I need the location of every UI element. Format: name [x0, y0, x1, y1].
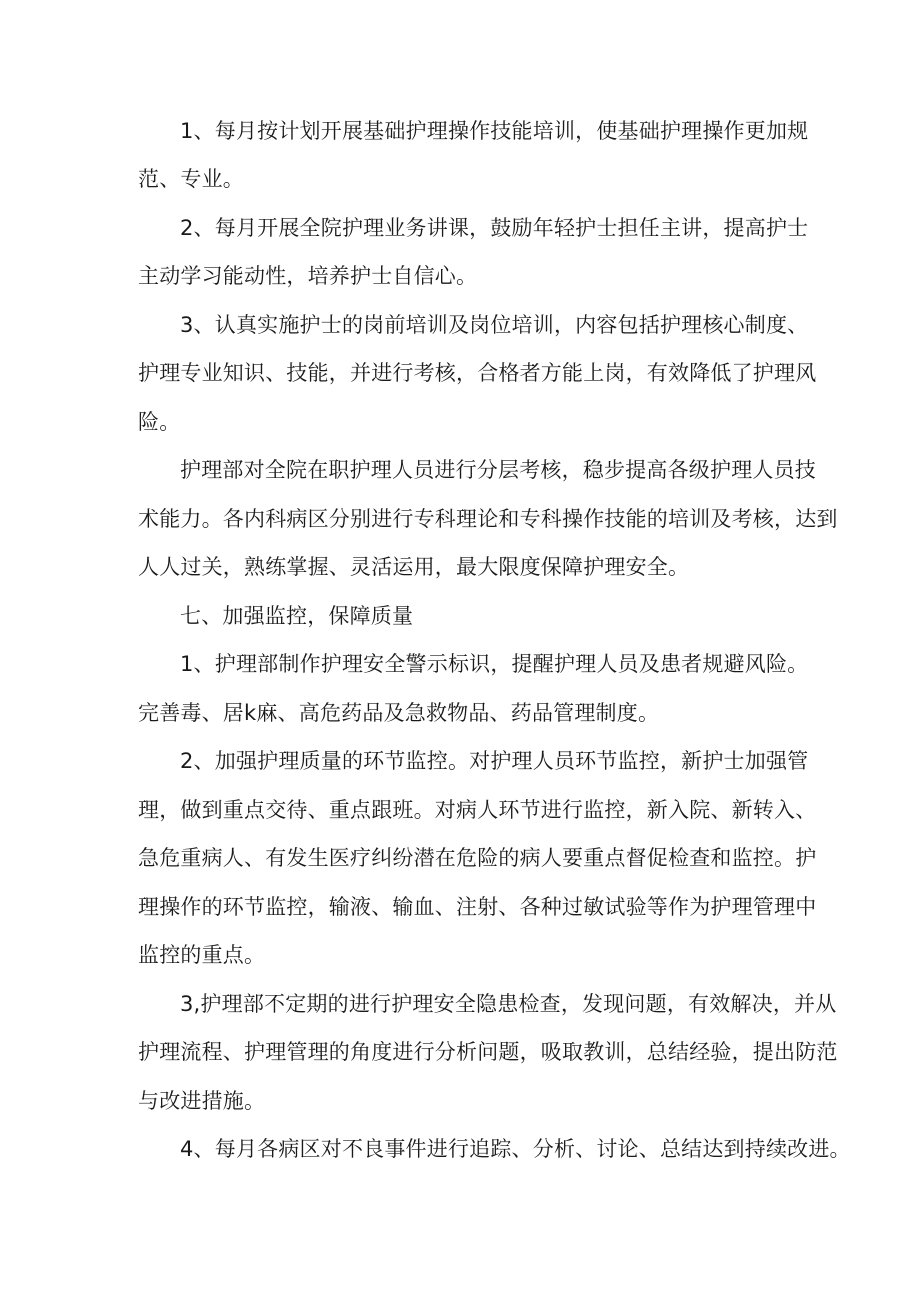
- paragraph-3-line-1: 3、认真实施护士的岗前培训及岗位培训，内容包括护理核心制度、: [180, 313, 809, 337]
- paragraph-2-line-1: 2、每月开展全院护理业务讲课，鼓励年轻护士担任主讲，提高护士: [180, 216, 809, 240]
- paragraph-1-line-2: 范、专业。: [138, 167, 244, 191]
- paragraph-4-line-3: 人人过关，熟练掌握、灵活运用，最大限度保障护理安全。: [138, 555, 690, 579]
- section-heading-7: 七、加强监控，保障质量: [180, 604, 414, 628]
- paragraph-7-line-1: 2、加强护理质量的环节监控。对护理人员环节监控，新护士加强管: [180, 749, 809, 773]
- paragraph-6-line-2: 完善毒、居k麻、高危药品及急救物品、药品管理制度。: [138, 701, 660, 725]
- paragraph-8-line-2: 护理流程、护理管理的角度进行分析问题，吸取教训，总结经验，提出防范: [138, 1040, 838, 1064]
- paragraph-4-line-1: 护理部对全院在职护理人员进行分层考核，稳步提高各级护理人员技: [180, 458, 816, 482]
- paragraph-1-line-1: 1、每月按计划开展基础护理操作技能培训，使基础护理操作更加规: [180, 119, 809, 143]
- paragraph-8-line-3: 与改进措施。: [138, 1089, 266, 1113]
- paragraph-7-line-2: 理，做到重点交待、重点跟班。对病人环节进行监控，新入院、新转入、: [138, 798, 817, 822]
- paragraph-3-line-3: 险。: [138, 410, 181, 434]
- paragraph-2-line-2: 主动学习能动性，培养护士自信心。: [138, 264, 478, 288]
- paragraph-7-line-5: 监控的重点。: [138, 943, 266, 967]
- paragraph-8-line-1: 3,护理部不定期的进行护理安全隐患检查，发现问题，有效解决，并从: [180, 992, 837, 1016]
- paragraph-7-line-3: 急危重病人、有发生医疗纠纷潜在危险的病人要重点督促检查和监控。护: [138, 846, 817, 870]
- paragraph-3-line-2: 护理专业知识、技能，并进行考核，合格者方能上岗，有效降低了护理风: [138, 361, 817, 385]
- paragraph-4-line-2: 术能力。各内科病区分别进行专科理论和专科操作技能的培训及考核，达到: [138, 507, 838, 531]
- paragraph-9-line-1: 4、每月各病区对不良事件进行追踪、分析、讨论、总结达到持续改进。: [180, 1137, 851, 1161]
- paragraph-6-line-1: 1、护理部制作护理安全警示标识，提醒护理人员及患者规避风险。: [180, 652, 809, 676]
- paragraph-7-line-4: 理操作的环节监控，输液、输血、注射、各种过敏试验等作为护理管理中: [138, 895, 817, 919]
